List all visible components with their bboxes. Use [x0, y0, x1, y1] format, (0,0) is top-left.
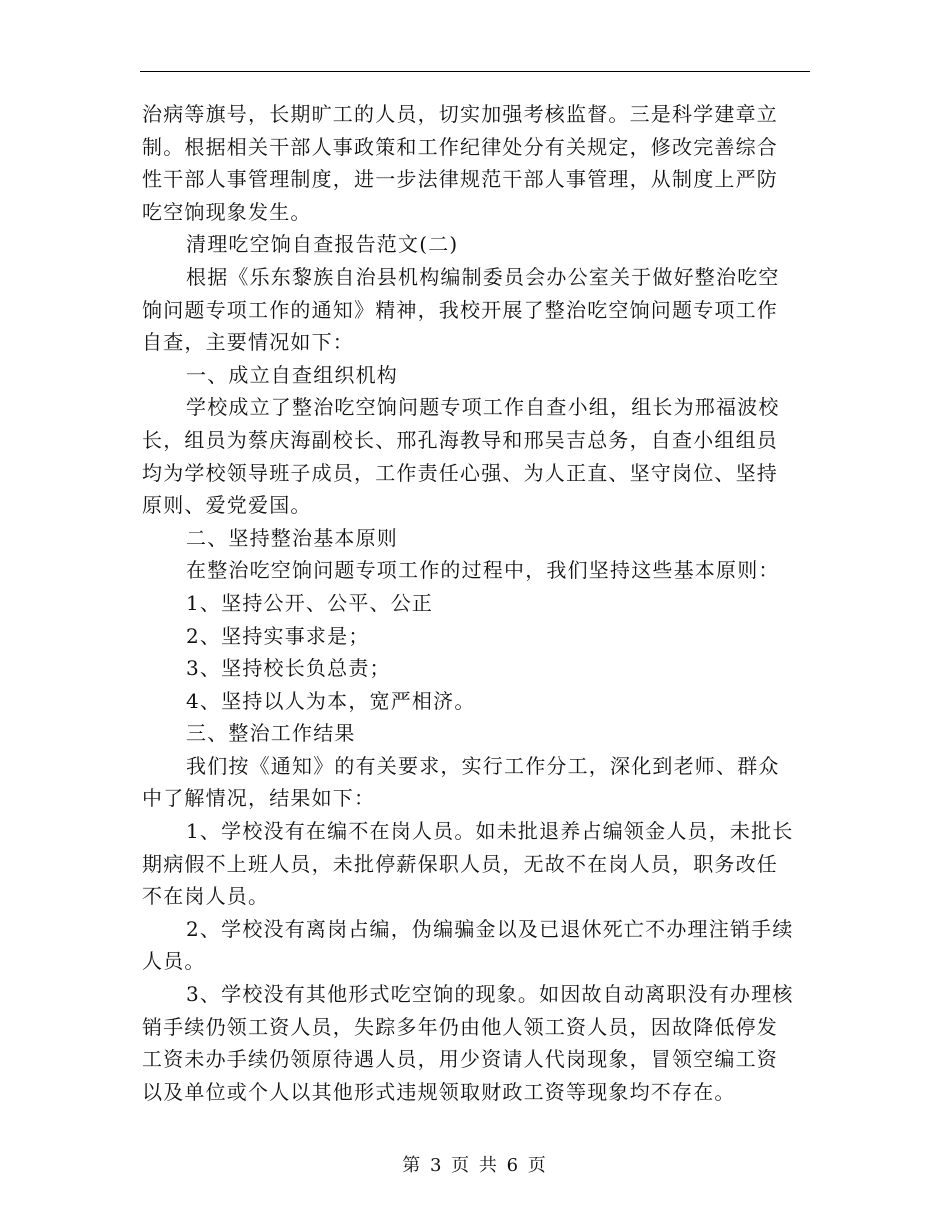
list-item: 1、坚持公开、公平、公正 [186, 590, 434, 615]
list-item: 1、学校没有在编不在岗人员。如未批退养占编领金人员，未批长 [186, 819, 794, 844]
text-line: 根据《乐东黎族自治县机构编制委员会办公室关于做好整治吃空 [186, 264, 780, 289]
text-line: 不在岗人员。 [142, 884, 270, 909]
text-line: 均为学校领导班子成员，工作责任心强、为人正直、坚守岗位、坚持 [142, 460, 778, 485]
list-item: 2、学校没有离岗占编，伪编骗金以及已退休死亡不办理注销手续 [186, 916, 794, 941]
text-line: 人员。 [142, 949, 206, 974]
page-number: 第 3 页 共 6 页 [402, 1155, 548, 1176]
text-line: 销手续仍领工资人员，失踪多年仍由他人领工资人员，因故降低停发 [142, 1014, 778, 1039]
text-line: 原则、爱党爱国。 [142, 493, 312, 518]
list-item: 3、学校没有其他形式吃空饷的现象。如因故自动离职没有办理核 [186, 982, 794, 1007]
section-title: 清理吃空饷自查报告范文(二) [186, 232, 459, 257]
text-line: 学校成立了整治吃空饷问题专项工作自查小组，组长为邢福波校 [186, 395, 780, 420]
text-line: 自查，主要情况如下： [142, 330, 354, 355]
text-line: 在整治吃空饷问题专项工作的过程中，我们坚持这些基本原则： [186, 558, 780, 583]
text-line: 我们按《通知》的有关要求，实行工作分工，深化到老师、群众 [186, 753, 780, 778]
text-line: 饷问题专项工作的通知》精神，我校开展了整治吃空饷问题专项工作 [142, 297, 778, 322]
section-heading: 二、坚持整治基本原则 [186, 525, 398, 550]
list-item: 3、坚持校长负总责； [186, 656, 391, 681]
text-line: 制。根据相关干部人事政策和工作纪律处分有关规定，修改完善综合 [142, 134, 778, 159]
section-heading: 三、整治工作结果 [186, 721, 356, 746]
list-item: 2、坚持实事求是； [186, 623, 370, 648]
text-line: 期病假不上班人员，未批停薪保职人员，无故不在岗人员，职务改任 [142, 851, 778, 876]
text-line: 吃空饷现象发生。 [142, 199, 312, 224]
list-item: 4、坚持以人为本，宽严相济。 [186, 688, 476, 713]
text-line: 以及单位或个人以其他形式违规领取财政工资等现象均不存在。 [142, 1079, 736, 1104]
text-line: 性干部人事管理制度，进一步法律规范干部人事管理，从制度上严防 [142, 167, 778, 192]
header-rule [140, 71, 810, 72]
text-line: 工资未办手续仍领原待遇人员，用少资请人代岗现象，冒领空编工资 [142, 1047, 778, 1072]
text-line: 中了解情况，结果如下： [142, 786, 376, 811]
text-line: 治病等旗号，长期旷工的人员，切实加强考核监督。三是科学建章立 [142, 102, 778, 126]
document-body [142, 98, 812, 1108]
section-heading: 一、成立自查组织机构 [186, 362, 398, 387]
text-line: 长，组员为蔡庆海副校长、邢孔海教导和邢吴吉总务，自查小组组员 [142, 427, 778, 452]
